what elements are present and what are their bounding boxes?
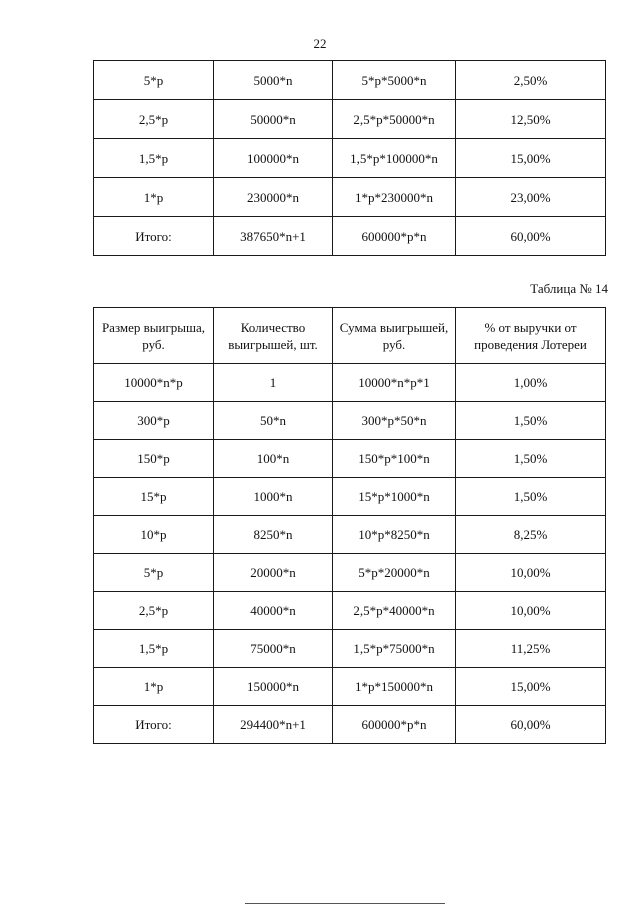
prize-sum-cell: 600000*р*n [333,217,456,256]
revenue-percent-cell: 2,50% [456,61,606,100]
prize-count-cell: 5000*n [214,61,333,100]
column-header-label: Количество выигрышей, шт. [228,319,318,352]
prize-count-cell: 230000*n [214,178,333,217]
prize-sum-cell: 10000*n*р*1 [333,364,456,402]
prize-count-cell: 50*n [214,402,333,440]
column-header-revenue-percent [456,308,606,364]
table-caption: Таблица № 14 [530,281,608,296]
prize-count-cell: 40000*n [214,592,333,630]
revenue-percent-cell: 1,00% [456,364,606,402]
column-header-prize-count [214,308,333,364]
prize-count-cell: 100*n [214,440,333,478]
revenue-percent-cell: 8,25% [456,516,606,554]
column-header-prize-size [94,308,214,364]
table-row [94,364,606,402]
total-label-cell: Итого: [94,217,214,256]
prize-sum-cell: 1,5*р*75000*n [333,630,456,668]
column-header-label: % от выручки от проведения Лотереи [474,319,587,352]
prize-size-cell: 150*р [94,440,214,478]
prize-table-continued [93,60,606,256]
prize-size-cell: 10*р [94,516,214,554]
total-row [94,217,606,256]
prize-sum-cell: 600000*р*n [333,706,456,744]
total-row [94,706,606,744]
table-row [94,668,606,706]
prize-count-cell: 8250*n [214,516,333,554]
revenue-percent-cell: 1,50% [456,440,606,478]
prize-size-cell: 5*р [94,554,214,592]
prize-size-cell: 1,5*р [94,139,214,178]
table-row [94,139,606,178]
column-header-label: Сумма выигрышей, руб. [339,319,449,352]
prize-sum-cell: 15*р*1000*n [333,478,456,516]
table-row [94,478,606,516]
prize-sum-cell: 5*р*20000*n [333,554,456,592]
column-header-prize-sum [333,308,456,364]
table-row [94,402,606,440]
revenue-percent-cell: 60,00% [456,217,606,256]
prize-size-cell: 10000*n*р [94,364,214,402]
prize-table-14 [93,307,606,744]
prize-count-cell: 20000*n [214,554,333,592]
table-header-row [94,308,606,364]
revenue-percent-cell: 10,00% [456,554,606,592]
prize-count-cell: 100000*n [214,139,333,178]
prize-size-cell: 1,5*р [94,630,214,668]
prize-sum-cell: 1,5*р*100000*n [333,139,456,178]
prize-sum-cell: 5*р*5000*n [333,61,456,100]
prize-sum-cell: 1*р*150000*n [333,668,456,706]
table-row [94,630,606,668]
prize-sum-cell: 2,5*р*40000*n [333,592,456,630]
revenue-percent-cell: 1,50% [456,478,606,516]
revenue-percent-cell: 10,00% [456,592,606,630]
prize-count-cell: 1 [214,364,333,402]
prize-count-cell: 294400*n+1 [214,706,333,744]
prize-size-cell: 15*р [94,478,214,516]
total-label-cell: Итого: [94,706,214,744]
revenue-percent-cell: 60,00% [456,706,606,744]
table-row [94,554,606,592]
revenue-percent-cell: 11,25% [456,630,606,668]
table-row [94,592,606,630]
table-row [94,100,606,139]
prize-sum-cell: 1*р*230000*n [333,178,456,217]
prize-size-cell: 300*р [94,402,214,440]
revenue-percent-cell: 15,00% [456,668,606,706]
prize-sum-cell: 300*р*50*n [333,402,456,440]
prize-size-cell: 5*р [94,61,214,100]
prize-count-cell: 1000*n [214,478,333,516]
page-number: 22 [313,36,327,51]
table-row [94,516,606,554]
prize-size-cell: 1*р [94,668,214,706]
revenue-percent-cell: 1,50% [456,402,606,440]
prize-count-cell: 50000*n [214,100,333,139]
prize-count-cell: 387650*n+1 [214,217,333,256]
prize-count-cell: 75000*n [214,630,333,668]
bottom-rule [245,903,445,904]
prize-sum-cell: 150*р*100*n [333,440,456,478]
revenue-percent-cell: 12,50% [456,100,606,139]
prize-sum-cell: 2,5*р*50000*n [333,100,456,139]
prize-sum-cell: 10*р*8250*n [333,516,456,554]
revenue-percent-cell: 23,00% [456,178,606,217]
prize-size-cell: 1*р [94,178,214,217]
prize-size-cell: 2,5*р [94,100,214,139]
revenue-percent-cell: 15,00% [456,139,606,178]
table-row [94,61,606,100]
column-header-label: Размер выигрыша, руб. [101,319,206,352]
prize-count-cell: 150000*n [214,668,333,706]
prize-size-cell: 2,5*р [94,592,214,630]
table-row [94,440,606,478]
table-row [94,178,606,217]
